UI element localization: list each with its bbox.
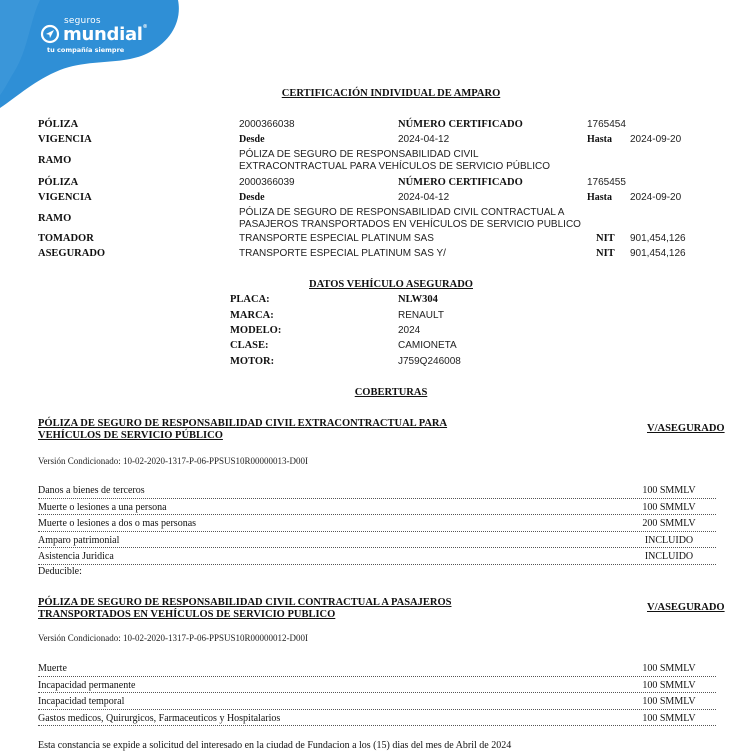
poliza-number-1: 2000366038	[239, 119, 295, 130]
placa-value: NLW304	[398, 294, 438, 305]
coverage-table-2	[38, 660, 716, 726]
desde-date-1: 2024-04-12	[398, 134, 450, 145]
coverage-name: Danos a bienes de terceros	[38, 485, 145, 496]
table-row	[38, 677, 716, 694]
hasta-date-2: 2024-09-20	[630, 192, 682, 203]
coverage-value: 100 SMMLV	[642, 501, 696, 513]
coverage-name: Amparo patrimonial	[38, 534, 120, 546]
ramo-line: EXTRACONTRACTUAL PARA VEHÍCULOS DE SERVICIO PÚBLICO	[239, 160, 550, 172]
coverage-name: Muerte	[38, 663, 67, 674]
certificado-label-1: NÚMERO CERTIFICADO	[398, 119, 523, 130]
version-condicionado-2: Versión Condicionado: 10-02-2020-1317-P-06-PPSUS10R00000012-D00I	[38, 633, 308, 643]
valor-asegurado-header-2: V/ASEGURADO	[647, 602, 725, 613]
page-title: CERTIFICACIÓN INDIVIDUAL DE AMPARO	[281, 88, 501, 99]
table-row	[38, 660, 716, 677]
placa-label: PLACA:	[230, 294, 270, 305]
coverage-name: Asistencia Juridica	[38, 551, 114, 562]
desde-label-1: Desde	[239, 134, 265, 145]
table-row	[38, 548, 716, 565]
coberturas-title: COBERTURAS	[354, 387, 428, 398]
coverage-value: INCLUIDO	[644, 551, 694, 562]
certificado-number-2: 1765455	[587, 177, 626, 188]
vigencia-label-2: VIGENCIA	[38, 192, 92, 203]
asegurado-value: TRANSPORTE ESPECIAL PLATINUM SAS Y/	[239, 248, 446, 259]
coverage-title-line: VEHÍCULOS DE SERVICIO PÚBLICO	[38, 429, 223, 441]
asegurado-nit-label: NIT	[596, 248, 615, 259]
table-row	[38, 710, 716, 727]
compass-icon	[40, 24, 60, 44]
vehicle-section-title: DATOS VEHÍCULO ASEGURADO	[309, 279, 473, 290]
coverage-name: Incapacidad permanente	[38, 679, 136, 691]
marca-label: MARCA:	[230, 310, 274, 321]
registered-mark: ®	[142, 24, 148, 30]
tomador-label: TOMADOR	[38, 233, 94, 244]
coverage-section-title-2	[38, 597, 451, 620]
ramo-label-1: RAMO	[38, 155, 72, 166]
tomador-nit-label: NIT	[596, 233, 615, 244]
table-row	[38, 482, 716, 499]
tomador-nit-value: 901,454,126	[630, 233, 686, 244]
coverage-name: Muerte o lesiones a una persona	[38, 501, 167, 513]
poliza-label-1: PÓLIZA	[38, 119, 79, 130]
coverage-name: Incapacidad temporal	[38, 696, 125, 707]
poliza-label-2: PÓLIZA	[38, 177, 79, 188]
ramo-line: PÓLIZA DE SEGURO DE RESPONSABILIDAD CIVIL	[239, 149, 479, 160]
coverage-value: 100 SMMLV	[642, 485, 696, 496]
asegurado-nit-value: 901,454,126	[630, 248, 686, 259]
hasta-label-2: Hasta	[587, 192, 612, 203]
coverage-table-1	[38, 482, 716, 565]
coverage-value: INCLUIDO	[644, 534, 694, 546]
footer-statement: Esta constancia se expide a solicitud del interesado en la ciudad de Fundacion a los (15) dias del mes de Abril de 2024	[38, 740, 512, 751]
ramo-line: PASAJEROS TRANSPORTADOS EN VEHÍCULOS DE SERVICIO PUBLICO	[239, 218, 581, 230]
hasta-label-1: Hasta	[587, 134, 612, 145]
logo-mundial-word: mundial	[63, 24, 143, 45]
valor-asegurado-header-1: V/ASEGURADO	[647, 423, 725, 434]
ramo-value-2	[239, 207, 581, 230]
logo-mundial-text	[63, 24, 147, 45]
clase-value: CAMIONETA	[398, 340, 457, 351]
certificado-number-1: 1765454	[587, 119, 626, 130]
coverage-section-title-1	[38, 418, 447, 441]
tomador-value: TRANSPORTE ESPECIAL PLATINUM SAS	[239, 233, 434, 244]
desde-date-2: 2024-04-12	[398, 192, 450, 203]
vigencia-label-1: VIGENCIA	[38, 134, 92, 145]
logo-seguros-text: seguros	[64, 16, 101, 26]
ramo-line: PÓLIZA DE SEGURO DE RESPONSABILIDAD CIVIL CONTRACTUAL A	[239, 207, 565, 218]
certificado-label-2: NÚMERO CERTIFICADO	[398, 177, 523, 188]
asegurado-label: ASEGURADO	[38, 248, 106, 259]
coverage-title-line: PÓLIZA DE SEGURO DE RESPONSABILIDAD CIVIL CONTRACTUAL A PASAJEROS	[38, 597, 452, 608]
coverage-name: Muerte o lesiones a dos o mas personas	[38, 518, 197, 529]
coverage-value: 100 SMMLV	[642, 679, 696, 691]
motor-value: J759Q246008	[398, 356, 461, 367]
hasta-date-1: 2024-09-20	[630, 134, 682, 145]
poliza-number-2: 2000366039	[239, 177, 295, 188]
modelo-value: 2024	[398, 325, 421, 336]
ramo-label-2: RAMO	[38, 213, 72, 224]
desde-label-2: Desde	[239, 192, 265, 203]
table-row	[38, 499, 716, 516]
logo-tagline: tu compañía siempre	[47, 46, 125, 54]
coverage-title-line: TRANSPORTADOS EN VEHÍCULOS DE SERVICIO PUBLICO	[38, 608, 336, 620]
coverage-title-line: PÓLIZA DE SEGURO DE RESPONSABILIDAD CIVIL EXTRACONTRACTUAL PARA	[38, 418, 448, 429]
version-condicionado-1: Versión Condicionado: 10-02-2020-1317-P-06-PPSUS10R00000013-D00I	[38, 456, 308, 466]
coverage-value: 100 SMMLV	[642, 663, 696, 674]
coverage-name: Gastos medicos, Quirurgicos, Farmaceuticos y Hospitalarios	[38, 712, 281, 724]
deducible-label: Deducible:	[38, 566, 82, 577]
ramo-value-1	[239, 149, 550, 172]
coverage-value: 100 SMMLV	[642, 712, 696, 724]
modelo-label: MODELO:	[230, 325, 282, 336]
coverage-value: 100 SMMLV	[642, 696, 696, 707]
table-row	[38, 515, 716, 532]
marca-value: RENAULT	[398, 310, 444, 321]
motor-label: MOTOR:	[230, 356, 275, 367]
table-row	[38, 532, 716, 549]
clase-label: CLASE:	[230, 340, 269, 351]
coverage-value: 200 SMMLV	[642, 518, 696, 529]
table-row	[38, 693, 716, 710]
